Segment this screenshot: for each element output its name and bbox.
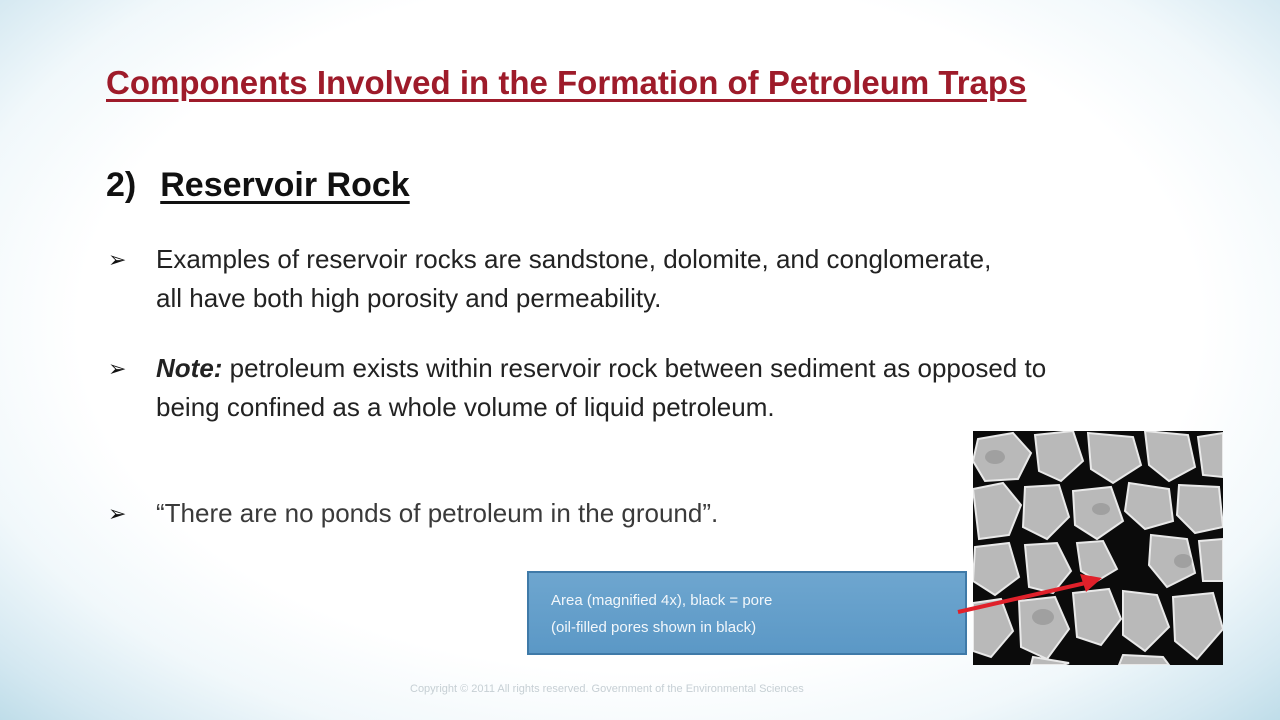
caption-line: Area (magnified 4x), black = pore	[551, 592, 773, 609]
copyright-notice: Copyright © 2011 All rights reserved. Government of the Environmental Sciences	[410, 683, 804, 695]
bullet-text: Examples of reservoir rocks are sandstone, dolomite, and conglomerate, all have both high porosity and permeability.	[156, 244, 992, 313]
image-caption-box	[527, 571, 967, 655]
bullet-arrow-icon: ➢	[108, 247, 127, 272]
bullet-text: “There are no ponds of petroleum in the ground”.	[156, 498, 719, 528]
note-text: petroleum exists within reservoir rock between sediment as opposed to being confined as a whole volume of liquid petroleum.	[156, 353, 1047, 422]
section-number: 2)	[106, 166, 137, 204]
slide-title: Components Involved in the Formation of Petroleum Traps	[106, 64, 1027, 101]
section-heading	[106, 166, 410, 205]
bullet-arrow-icon: ➢	[108, 356, 127, 381]
pointer-arrow-icon	[940, 560, 1120, 630]
section-title: Reservoir Rock	[160, 166, 410, 204]
bullet-item	[108, 240, 1008, 318]
bullet-arrow-icon: ➢	[108, 501, 127, 526]
note-label: Note:	[156, 353, 223, 383]
bullet-text	[156, 349, 1058, 427]
bullet-item	[108, 349, 1058, 427]
bullet-item	[108, 494, 1008, 533]
caption-line: (oil-filled pores shown in black)	[551, 619, 757, 636]
